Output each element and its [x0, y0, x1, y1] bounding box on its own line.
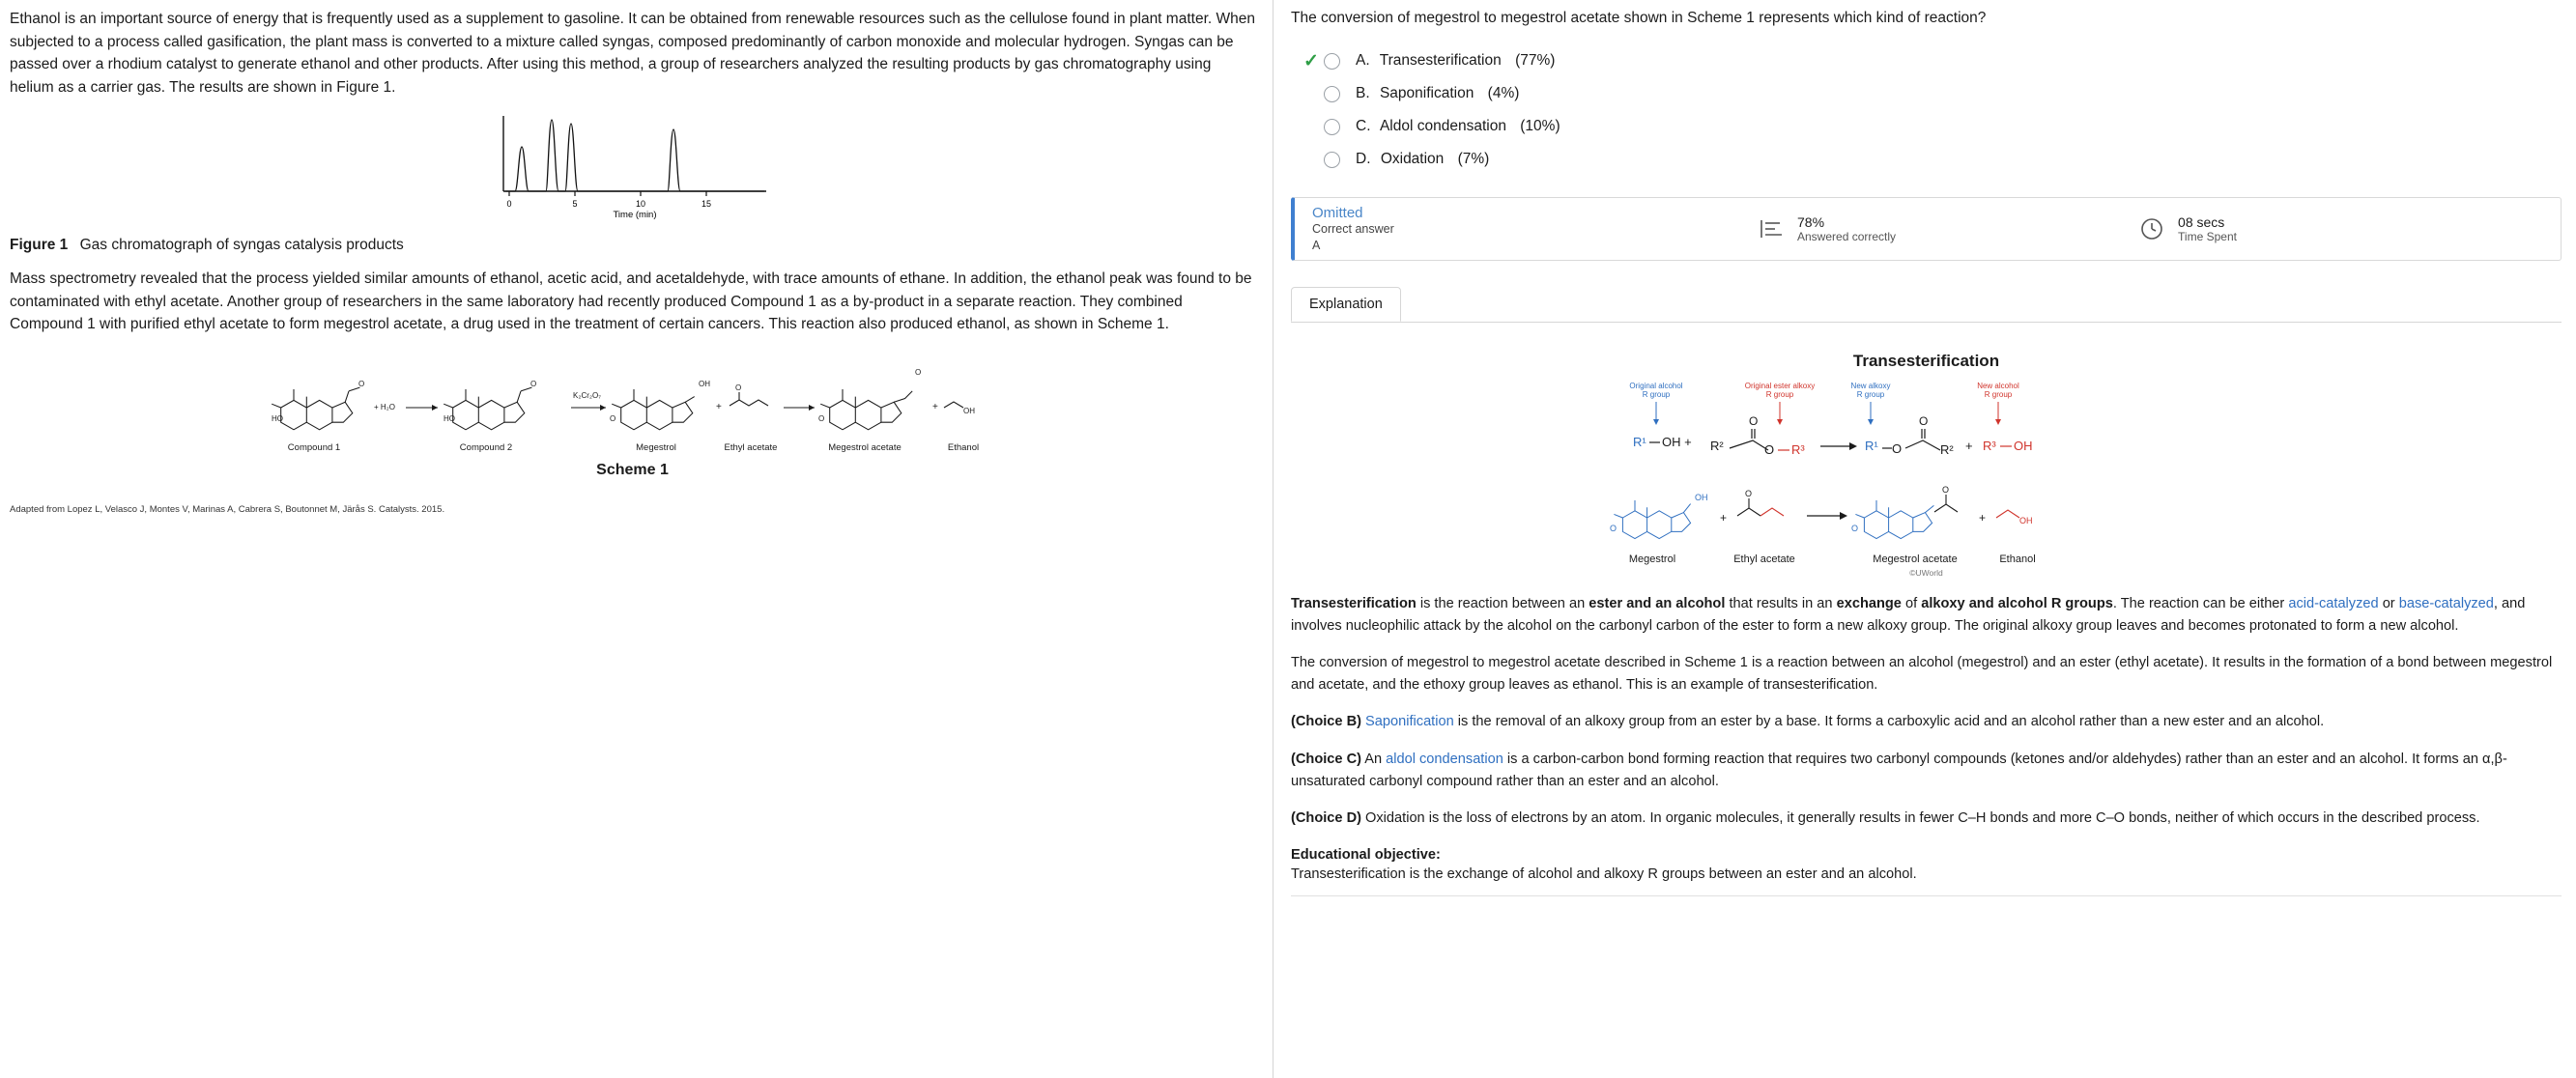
- time-spent-stat: [2137, 214, 2237, 243]
- svg-text:R¹: R¹: [1632, 435, 1646, 449]
- choice-text-d: Oxidation: [1380, 151, 1445, 167]
- choice-letter-a: A.: [1356, 52, 1370, 69]
- p5-s1: Oxidation is the loss of electrons by an atom. In organic molecules, it generally results in fewer C–H bonds and more C–O bonds, neither of which occurs in the described process.: [1360, 810, 2480, 827]
- omitted-status: [1312, 205, 1525, 254]
- svg-text:HO: HO: [443, 413, 455, 423]
- figure-caption: [10, 237, 1255, 254]
- svg-text:R²: R²: [1709, 439, 1724, 453]
- figure-label: Figure 1: [10, 237, 69, 254]
- check-icon: ✓: [1303, 50, 1319, 71]
- choice-b-tag: (Choice B): [1291, 714, 1361, 730]
- mech-label-megestrol: Megestrol: [1628, 553, 1675, 565]
- edu-obj-label-text: Educational objective:: [1291, 846, 1441, 863]
- annot-new-alkoxy-1: New alkoxy: [1850, 382, 1890, 390]
- scheme-label-ethanol: Ethanol: [947, 441, 979, 453]
- scheme-1-svg: [266, 354, 1000, 460]
- svg-text:OH: OH: [962, 406, 975, 415]
- mechanism-figure: [1291, 379, 2562, 572]
- svg-text:O: O: [1891, 441, 1902, 456]
- time-spent-label: Time Spent: [2178, 230, 2237, 243]
- svg-text:O: O: [734, 383, 741, 392]
- svg-text:K₂Cr₂O₇: K₂Cr₂O₇: [572, 390, 601, 400]
- omitted-label: Omitted: [1312, 204, 1363, 221]
- choice-text-a: Transesterification: [1379, 52, 1502, 69]
- choice-letter-b: B.: [1356, 85, 1370, 101]
- scheme-label-compound-1: Compound 1: [287, 441, 340, 453]
- choice-row-c[interactable]: [1299, 110, 2562, 143]
- link-saponification[interactable]: Saponification: [1365, 714, 1454, 730]
- tab-bar: [1291, 286, 2562, 323]
- stimulus-paragraph-2: Mass spectrometry revealed that the process yielded similar amounts of ethanol, acetic acid, and acetaldehyde, with trace amounts of ethane. In addition, the ethanol peak was found to be contaminated with ethyl acetate. Another group of researchers in the same laboratory had recently produced Compound 1 as a by-product in a separate reaction. They combined Compound 1 with purified ethyl acetate to form megestrol acetate, a drug used in the treatment of certain cancers. This reaction also produced ethanol, as shown in Scheme 1.: [10, 270, 1252, 333]
- choice-text-b: Saponification: [1379, 85, 1474, 101]
- choice-label-d: [1356, 151, 1489, 168]
- answer-choices: [1299, 44, 2562, 176]
- clock-icon: [2137, 214, 2166, 243]
- p1-s3: that results in an: [1725, 596, 1837, 611]
- svg-text:O: O: [914, 367, 921, 377]
- p1-s7: . The reaction can be either: [2112, 596, 2289, 611]
- section-divider: [1291, 895, 2562, 896]
- choice-d-tag: (Choice D): [1291, 810, 1361, 827]
- choice-row-b[interactable]: [1299, 77, 2562, 110]
- watermark: ©UWorld: [1909, 568, 1943, 578]
- svg-text:R³: R³: [1790, 442, 1805, 457]
- chromatogram-chart: [488, 108, 778, 219]
- choice-label-c: [1356, 118, 1560, 135]
- svg-text:HO: HO: [271, 413, 283, 423]
- annot-original-alcohol-1: Original alcohol: [1628, 382, 1683, 390]
- explanation-paragraph-4: [1291, 749, 2562, 792]
- link-base-catalyzed[interactable]: base-catalyzed: [2398, 596, 2494, 611]
- svg-text:O: O: [1748, 414, 1758, 428]
- mech-label-ethanol: Ethanol: [1998, 553, 2036, 565]
- mech-label-ethyl-acetate: Ethyl acetate: [1732, 553, 1795, 565]
- svg-text:+: +: [715, 401, 722, 412]
- svg-text:O: O: [609, 413, 615, 423]
- explanation-paragraph-3: [1291, 711, 2562, 733]
- bar-chart-icon: [1757, 214, 1786, 243]
- annot-original-ester-2: R group: [1765, 390, 1793, 399]
- p3-s3: is the removal of an alkoxy group from an ester by a base. It forms a carboxylic acid and an alcohol rather than a new ester and an alcohol.: [1453, 714, 2325, 730]
- explanation-heading: Transesterification: [1852, 352, 2000, 370]
- choice-row-d[interactable]: [1299, 143, 2562, 176]
- svg-text:O: O: [1850, 524, 1858, 533]
- svg-text:Time (min): Time (min): [612, 210, 657, 220]
- annot-new-alcohol-1: New alcohol: [1976, 382, 2019, 390]
- figure-1: [10, 108, 1255, 219]
- svg-text:+: +: [1978, 511, 1986, 525]
- p1-s6: alkoxy and alcohol R groups: [1921, 596, 2113, 611]
- radio-c[interactable]: [1324, 119, 1340, 135]
- explanation-paragraph-1: [1291, 593, 2562, 637]
- link-acid-catalyzed[interactable]: acid-catalyzed: [2288, 596, 2379, 611]
- link-aldol-condensation[interactable]: aldol condensation: [1386, 752, 1503, 768]
- svg-text:O: O: [1744, 489, 1752, 498]
- attribution-text: Adapted from Lopez L, Velasco J, Montes V, Marinas A, Cabrera S, Boutonnet M, Järås S. Catalysts. 2015.: [10, 503, 445, 515]
- stem-paragraph: Ethanol is an important source of energy that is frequently used as a supplement to gasoline. It can be obtained from renewable resources such as the cellulose found in plant matter. When subjected to a process called gasification, the plant mass is converted to a mixture called syngas, composed predominantly of carbon monoxide and molecular hydrogen. Syngas can be passed over a rhodium catalyst to generate ethanol and other products. After using this method, a group of researchers analyzed the resulting products by gas chromatography using helium as a carrier gas. The results are shown in Figure 1.: [10, 11, 1255, 96]
- scheme-label-megestrol-acetate: Megestrol acetate: [827, 441, 902, 453]
- svg-text:R¹: R¹: [1864, 439, 1878, 453]
- scheme-label-ethyl-acetate: Ethyl acetate: [724, 441, 777, 453]
- annot-new-alkoxy-2: R group: [1856, 390, 1884, 399]
- radio-a[interactable]: [1324, 53, 1340, 70]
- svg-text:O: O: [358, 379, 364, 388]
- percent-correct-label: Answered correctly: [1797, 230, 1897, 243]
- svg-text:OH: OH: [698, 379, 710, 388]
- svg-text:OH: OH: [1694, 493, 1707, 502]
- educational-objective-label: [1291, 847, 2562, 863]
- svg-text:+: +: [1964, 439, 1973, 453]
- svg-text:15: 15: [701, 199, 711, 210]
- explanation-pane: [1274, 0, 2575, 1078]
- svg-text:+ H₂O: + H₂O: [373, 402, 395, 411]
- svg-text:O: O: [530, 379, 536, 388]
- radio-b[interactable]: [1324, 86, 1340, 102]
- radio-d[interactable]: [1324, 152, 1340, 168]
- correct-answer-value: A: [1312, 238, 1321, 252]
- answered-correctly-stat: [1757, 214, 1896, 243]
- correct-answer-label: Correct answer: [1312, 221, 1394, 236]
- time-spent-value: 08 secs: [2178, 214, 2225, 230]
- choice-pct-c: (10%): [1520, 118, 1560, 134]
- choice-pct-b: (4%): [1487, 85, 1520, 101]
- p1-s5: of: [1901, 596, 1922, 611]
- scheme-1-figure: [10, 354, 1255, 460]
- p1-term-transesterification: Transesterification: [1291, 596, 1417, 611]
- svg-text:O: O: [1609, 524, 1617, 533]
- choice-c-tag: (Choice C): [1291, 752, 1361, 768]
- p1-s4: exchange: [1836, 596, 1902, 611]
- p1-s2: ester and an alcohol: [1589, 596, 1726, 611]
- choice-letter-d: D.: [1356, 151, 1371, 167]
- educational-objective-text: Transesterification is the exchange of alcohol and alkoxy R groups between an ester and an alcohol.: [1291, 865, 1917, 882]
- svg-text:OH: OH: [2018, 516, 2032, 525]
- tab-explanation[interactable]: Explanation: [1291, 287, 1401, 322]
- svg-text:10: 10: [635, 199, 645, 210]
- svg-text:O: O: [1918, 414, 1928, 428]
- p1-s1: is the reaction between an: [1416, 596, 1589, 611]
- svg-text:OH: OH: [2013, 439, 2032, 453]
- svg-text:O: O: [1941, 485, 1949, 495]
- svg-text:O: O: [1763, 442, 1774, 457]
- svg-text:R³: R³: [1982, 439, 1996, 453]
- explanation-paragraph-2: The conversion of megestrol to megestrol acetate described in Scheme 1 is a reaction between an alcohol (megestrol) and an ester (ethyl acetate). It results in the formation of a bond between megestrol and acetate, and the ethoxy group leaves as ethanol. This is an example of transesterification.: [1291, 655, 2553, 693]
- svg-text:O: O: [817, 413, 824, 423]
- choice-pct-d: (7%): [1457, 151, 1490, 167]
- question-stats-bar: [1291, 197, 2562, 261]
- p4-s1: An: [1360, 752, 1387, 768]
- p4-s3: is a carbon-carbon bond forming reaction that requires two carbonyl compounds (ketones and/or aldehydes) rather than an ester and an alcohol. It forms an α,β-unsaturated carbonyl compound rather than an ester and an alcohol.: [1291, 752, 2507, 789]
- svg-text:OH +: OH +: [1661, 435, 1692, 449]
- explanation-paragraph-5: [1291, 808, 2562, 830]
- question-prompt: The conversion of megestrol to megestrol acetate shown in Scheme 1 represents which kind of reaction?: [1291, 10, 1987, 26]
- svg-text:0: 0: [505, 199, 512, 210]
- scheme-title: Scheme 1: [596, 461, 669, 478]
- choice-letter-c: C.: [1356, 118, 1371, 134]
- annot-new-alcohol-2: R group: [1984, 390, 2012, 399]
- choice-pct-a: (77%): [1515, 52, 1556, 69]
- mechanism-svg: [1560, 379, 2294, 572]
- choice-text-c: Aldol condensation: [1379, 118, 1506, 134]
- annot-original-ester-1: Original ester alkoxy: [1744, 382, 1815, 390]
- p1-s11: , and involves nucleophilic attack by the alcohol on the carbonyl carbon of the ester to form a new alkoxy group. The original alkoxy group leaves and becomes protonated to form a new alcohol.: [1291, 596, 2526, 634]
- percent-correct-value: 78%: [1797, 214, 1825, 230]
- scheme-label-megestrol: Megestrol: [635, 441, 676, 453]
- choice-label-a: [1356, 52, 1555, 70]
- figure-caption-text: Gas chromatograph of syngas catalysis products: [79, 237, 404, 254]
- p1-s9: or: [2378, 596, 2399, 611]
- mech-label-megestrol-acetate: Megestrol acetate: [1872, 553, 1958, 565]
- svg-text:5: 5: [571, 199, 578, 210]
- svg-text:R²: R²: [1939, 442, 1954, 457]
- choice-row-a[interactable]: [1299, 44, 2562, 77]
- scheme-label-compound-2: Compound 2: [459, 441, 512, 453]
- svg-text:+: +: [1719, 511, 1727, 525]
- correct-check-container: [1299, 52, 1324, 71]
- stimulus-pane: [0, 0, 1274, 1078]
- svg-text:+: +: [931, 401, 938, 412]
- choice-label-b: [1356, 85, 1519, 102]
- annot-original-alcohol-2: R group: [1642, 390, 1670, 399]
